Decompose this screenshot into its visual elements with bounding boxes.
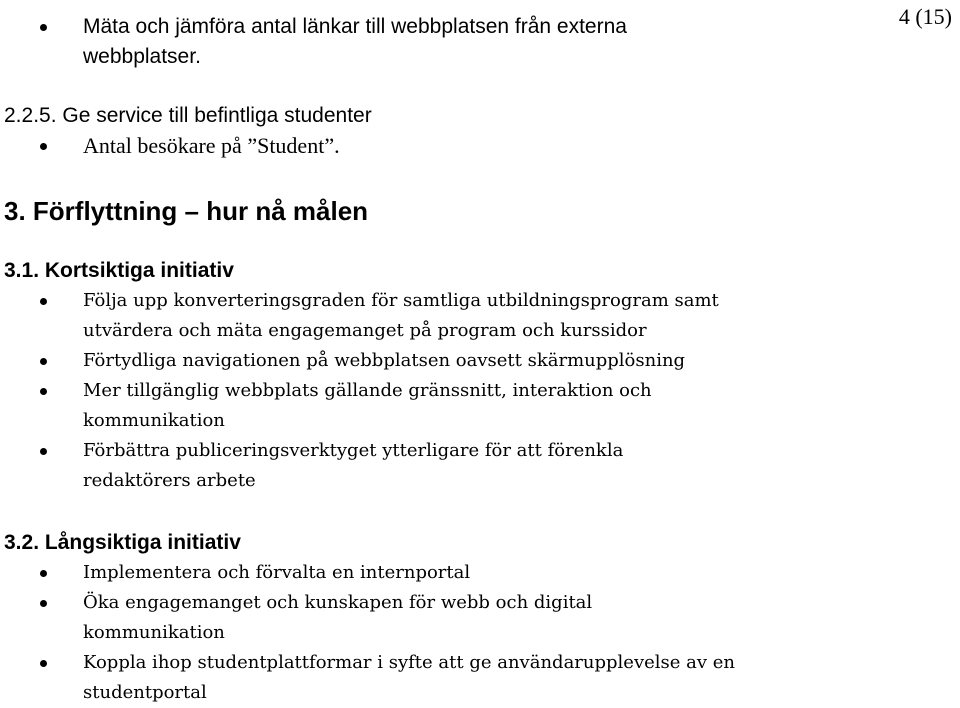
section-2-2-5-list <box>0 131 960 161</box>
page-number: 4 (15) <box>898 4 952 29</box>
list-item-text: Följa upp konverteringsgraden för samtliga utbildningsprogram samt utvärdera och mäta engagemanget på program och kurssidor <box>83 290 719 341</box>
list-item-text: Förbättra publiceringsverktyget ytterligare för att förenkla redaktörers arbete <box>83 440 624 491</box>
list-item-text: Öka engagemanget och kunskapen för webb och digital kommunikation <box>83 592 593 643</box>
list-item-text: Antal besökare på ”Student”. <box>83 133 340 158</box>
bullet-icon <box>40 143 47 150</box>
section-heading-2-2-5: 2.2.5. Ge service till befintliga studenter <box>4 104 372 127</box>
bullet-icon <box>40 448 47 455</box>
bullet-icon <box>40 298 47 305</box>
list-item <box>0 558 883 588</box>
bullet-icon <box>40 24 47 31</box>
section-3-2-list <box>0 558 960 708</box>
list-item <box>0 376 723 436</box>
section-3-1-list <box>0 286 960 496</box>
list-item <box>0 131 960 161</box>
list-item <box>0 346 883 376</box>
bullet-icon <box>40 358 47 365</box>
section-heading-3: 3. Förflyttning – hur nå målen <box>4 196 369 226</box>
list-item-text: Implementera och förvalta en internportal <box>83 562 471 583</box>
section-heading-3-2: 3.2. Långsiktiga initiativ <box>4 531 241 554</box>
list-item <box>0 436 683 496</box>
list-item <box>0 12 703 72</box>
list-item-text: Mer tillgänglig webbplats gällande gränssnitt, interaktion och kommunikation <box>83 380 652 431</box>
bullet-icon <box>40 388 47 395</box>
bullet-icon <box>40 570 47 577</box>
list-item <box>0 588 683 648</box>
list-item-text: Mäta och jämföra antal länkar till webbplatsen från externa webbplatser. <box>83 15 627 68</box>
intro-list <box>0 12 960 72</box>
list-item-text: Koppla ihop studentplattformar i syfte att ge användarupplevelse av en studentportal <box>83 652 736 703</box>
section-heading-3-1: 3.1. Kortsiktiga initiativ <box>4 259 234 282</box>
bullet-icon <box>40 660 47 667</box>
list-item <box>0 648 803 708</box>
list-item-text: Förtydliga navigationen på webbplatsen oavsett skärmupplösning <box>83 350 686 371</box>
bullet-icon <box>40 600 47 607</box>
list-item <box>0 286 783 346</box>
